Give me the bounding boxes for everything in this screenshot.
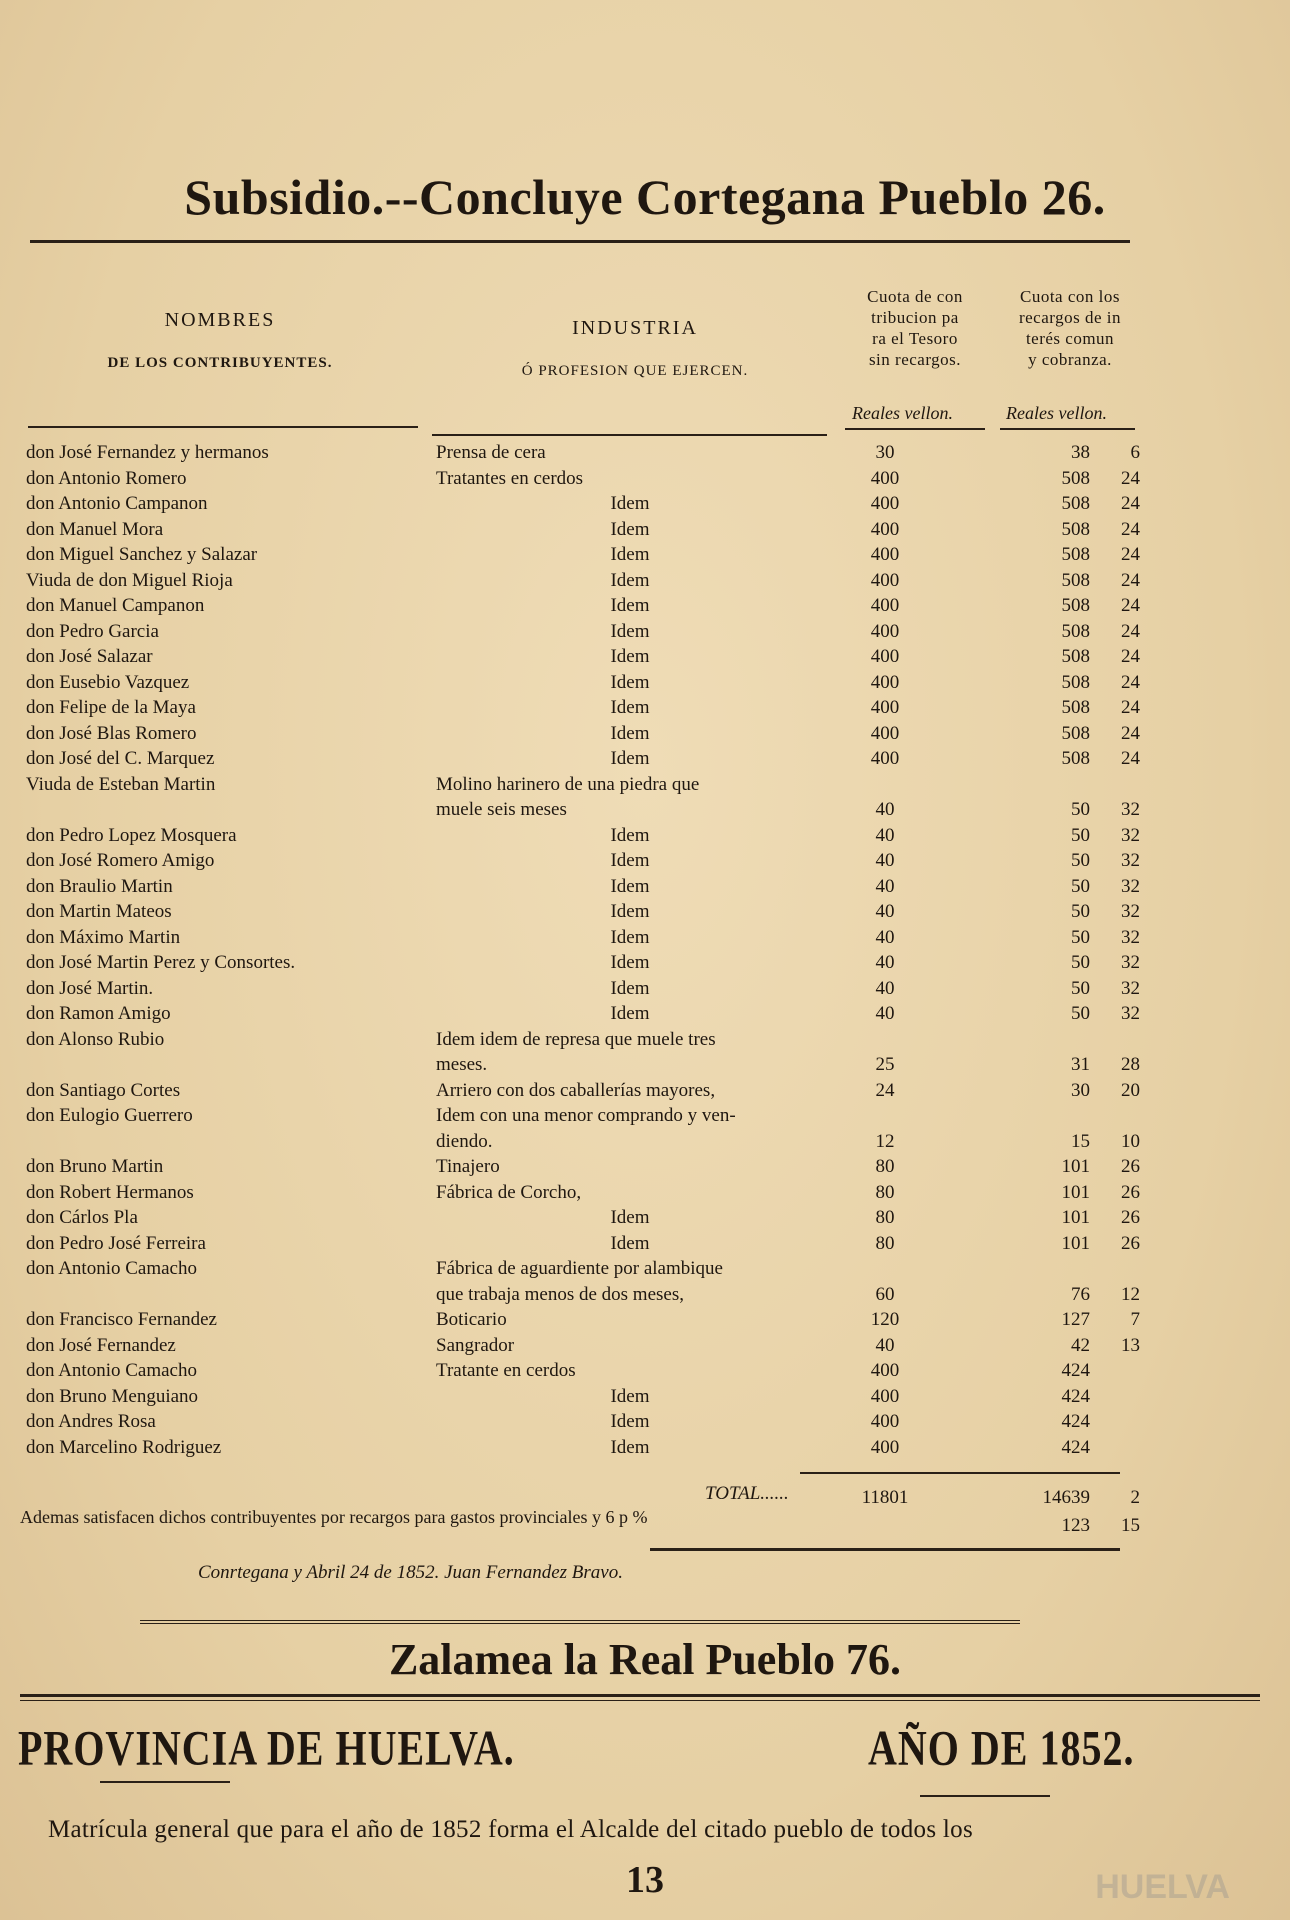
contributor-name: Viuda de Esteban Martin: [26, 773, 216, 795]
industry-cell: Fábrica de aguardiente por alambique: [436, 1258, 723, 1279]
quota-base-cell: 120: [870, 1309, 900, 1330]
ademas-rule: [650, 1548, 1120, 1551]
quota-surcharge-fraction-cell: 32: [1121, 850, 1140, 871]
quota-base-cell: 80: [875, 1207, 895, 1228]
total-rule: [800, 1472, 1120, 1474]
industry-cell: Idem: [610, 1207, 650, 1228]
table-row: [0, 772, 1290, 797]
industry-cell: Idem: [610, 518, 650, 540]
table-row: [0, 1103, 1290, 1128]
industry-cell: Idem: [610, 952, 650, 973]
quota-surcharge-cell: 50: [1071, 952, 1090, 973]
contributor-name: don José Romero Amigo: [26, 850, 215, 871]
table-row: [0, 670, 1290, 695]
total-q1: 14639: [1042, 1487, 1090, 1508]
header-rule: [1000, 428, 1135, 430]
table-row: [0, 848, 1290, 873]
quota-base-cell: 400: [870, 697, 900, 718]
quota-surcharge-cell: 38: [1071, 442, 1090, 463]
contributor-name: don Bruno Martin: [26, 1156, 164, 1177]
quota-base-cell: 40: [875, 824, 895, 846]
quota-surcharge-cell: 508: [1061, 595, 1090, 616]
watermark-text: HUELVA: [1095, 1868, 1230, 1906]
header-quota-surcharge-line: Cuota con los: [1020, 287, 1120, 306]
quota-surcharge-fraction-cell: 24: [1121, 646, 1140, 667]
industry-cell: Idem: [610, 850, 650, 871]
table-row: [0, 1078, 1290, 1103]
quota-base-cell: 80: [875, 1232, 895, 1254]
contributor-name: don Bruno Menguiano: [26, 1385, 199, 1407]
table-row: [0, 695, 1290, 720]
quota-surcharge-cell: 508: [1061, 620, 1090, 642]
table-row: [0, 1205, 1290, 1230]
signature-line: Conrtegana y Abril 24 de 1852. Juan Fernandez Bravo.: [198, 1562, 623, 1583]
industry-cell: Molino harinero de una piedra que: [436, 773, 700, 795]
year-heading: AÑO DE 1852.: [868, 1719, 1135, 1776]
quota-surcharge-cell: 31: [1071, 1054, 1090, 1075]
quota-surcharge-fraction-cell: 24: [1121, 620, 1140, 642]
industry-cell: Idem: [610, 977, 650, 999]
quota-surcharge-cell: 42: [1071, 1334, 1090, 1356]
header-industry-label: INDUSTRIA: [572, 317, 698, 339]
contributor-name: don Cárlos Pla: [26, 1207, 138, 1228]
header-rule: [845, 428, 985, 430]
quota-base-cell: 400: [870, 1385, 900, 1407]
province-ornament: [100, 1781, 230, 1783]
table-row: [0, 568, 1290, 593]
header-quota-base-line: ra el Tesoro: [872, 329, 958, 348]
contributor-name: don José Fernandez: [26, 1334, 176, 1356]
table-row: [0, 976, 1290, 1001]
page-number: 13: [626, 1859, 664, 1901]
contributor-name: don José Martin.: [26, 977, 154, 999]
industry-cell: Idem: [610, 722, 650, 744]
table-row: [0, 1333, 1290, 1358]
quota-surcharge-cell: 508: [1061, 722, 1090, 744]
quota-surcharge-fraction-cell: 24: [1121, 467, 1140, 489]
quota-surcharge-cell: 508: [1061, 493, 1090, 514]
table-row: [0, 491, 1290, 516]
industry-cell: Prensa de cera: [436, 442, 546, 463]
unit-base: Reales vellon.: [852, 403, 953, 423]
header-industry-sub: Ó PROFESION QUE EJERCEN.: [521, 363, 749, 379]
quota-base-cell: 40: [875, 977, 895, 999]
quota-base-cell: 400: [870, 646, 900, 667]
quota-surcharge-fraction-cell: 26: [1121, 1156, 1140, 1177]
quota-surcharge-cell: 424: [1061, 1360, 1090, 1381]
contributor-name: don Pedro Lopez Mosquera: [26, 824, 237, 846]
quota-base-cell: 40: [875, 1003, 895, 1024]
header-quota-surcharge: [1000, 286, 1140, 370]
quota-surcharge-fraction-cell: 28: [1121, 1054, 1140, 1075]
industry-cell: Idem: [610, 493, 650, 514]
quota-surcharge-cell: 508: [1061, 671, 1090, 693]
quota-base-cell: 400: [870, 493, 900, 514]
table-row: [0, 1154, 1290, 1179]
quota-surcharge-cell: 30: [1071, 1079, 1090, 1101]
title-rule: [30, 240, 1130, 243]
quota-base-cell: 400: [870, 518, 900, 540]
quota-base-cell: 400: [870, 569, 900, 591]
quota-surcharge-cell: 15: [1071, 1130, 1090, 1152]
contributor-name: don Santiago Cortes: [26, 1079, 181, 1101]
province-heading: PROVINCIA DE HUELVA.: [18, 1719, 515, 1776]
contributor-name: don Eulogio Guerrero: [26, 1105, 193, 1126]
table-row: [0, 1307, 1290, 1332]
quota-base-cell: 40: [875, 875, 895, 897]
industry-cell: Idem: [610, 620, 650, 642]
quota-surcharge-cell: 101: [1061, 1232, 1090, 1254]
industry-cell: Idem: [610, 646, 650, 667]
contributor-name: don Manuel Mora: [26, 518, 164, 540]
quota-surcharge-fraction-cell: 6: [1130, 442, 1140, 463]
quota-surcharge-fraction-cell: 24: [1121, 697, 1140, 718]
industry-cell: Fábrica de Corcho,: [436, 1181, 582, 1203]
table-row: [0, 644, 1290, 669]
quota-surcharge-cell: 508: [1061, 646, 1090, 667]
quota-base-cell: 80: [875, 1181, 895, 1203]
quota-surcharge-cell: 101: [1061, 1156, 1090, 1177]
quota-surcharge-fraction-cell: 26: [1121, 1207, 1140, 1228]
table-row: [0, 746, 1290, 771]
table-row: [0, 1027, 1290, 1052]
table-row: [0, 823, 1290, 848]
contributor-name: don José Martin Perez y Consortes.: [26, 952, 296, 973]
contributor-name: don Antonio Campanon: [26, 493, 208, 514]
quota-base-cell: 12: [875, 1130, 895, 1152]
header-quota-base-line: Cuota de con: [867, 287, 963, 306]
table-row: [0, 1282, 1290, 1307]
header-rule: [432, 434, 827, 436]
industry-cell: Idem: [610, 748, 650, 769]
quota-base-cell: 400: [870, 1436, 900, 1458]
quota-base-cell: 24: [875, 1079, 895, 1101]
quota-base-cell: 30: [875, 442, 895, 463]
quota-surcharge-cell: 50: [1071, 977, 1090, 999]
quota-surcharge-fraction-cell: 32: [1121, 1003, 1140, 1024]
table-row: [0, 721, 1290, 746]
quota-surcharge-cell: 101: [1061, 1207, 1090, 1228]
quota-base-cell: 400: [870, 620, 900, 642]
quota-surcharge-cell: 101: [1061, 1181, 1090, 1203]
year-ornament: [920, 1795, 1050, 1797]
quota-surcharge-fraction-cell: 24: [1121, 569, 1140, 591]
quota-surcharge-fraction-cell: 32: [1121, 824, 1140, 846]
quota-base-cell: 400: [870, 722, 900, 744]
section-title: Zalamea la Real Pueblo 76.: [388, 1635, 902, 1684]
contributor-name: don Antonio Camacho: [26, 1258, 197, 1279]
table-row: [0, 950, 1290, 975]
table-row: [0, 517, 1290, 542]
contributor-name: don Marcelino Rodriguez: [26, 1436, 222, 1458]
industry-cell: Idem: [610, 926, 650, 948]
quota-surcharge-cell: 508: [1061, 748, 1090, 769]
industry-cell: Idem: [610, 1003, 650, 1024]
quota-surcharge-cell: 508: [1061, 569, 1090, 591]
contributor-name: don Máximo Martin: [26, 926, 181, 948]
quota-surcharge-cell: 424: [1061, 1436, 1090, 1458]
ademas-q2: 15: [1121, 1515, 1140, 1536]
industry-cell: Tinajero: [436, 1156, 500, 1177]
quota-base-cell: 400: [870, 748, 900, 769]
quota-surcharge-fraction-cell: 32: [1121, 926, 1140, 948]
quota-surcharge-cell: 50: [1071, 799, 1090, 820]
page-title: Subsidio.--Concluye Cortegana Pueblo 26.: [184, 169, 1106, 225]
quota-base-cell: 400: [870, 1411, 900, 1432]
quota-surcharge-cell: 508: [1061, 518, 1090, 540]
ademas-q1: 123: [1061, 1515, 1090, 1536]
table-row: [0, 440, 1290, 465]
industry-cell: Idem idem de represa que muele tres: [436, 1028, 716, 1050]
header-quota-base-line: sin recargos.: [868, 350, 962, 369]
contributor-name: don Martin Mateos: [26, 901, 172, 922]
table-row: [0, 1256, 1290, 1281]
contributor-name: don José Blas Romero: [26, 722, 197, 744]
quota-surcharge-fraction-cell: 24: [1121, 722, 1140, 744]
contributor-name: don José del C. Marquez: [26, 748, 215, 769]
header-quota-surcharge-line: terés comun: [1025, 329, 1115, 348]
contributor-name: don Braulio Martin: [26, 875, 173, 897]
contributor-name: don Antonio Romero: [26, 467, 187, 489]
quota-surcharge-fraction-cell: 24: [1121, 595, 1140, 616]
header-industry: [450, 316, 820, 380]
quota-surcharge-fraction-cell: 20: [1121, 1079, 1140, 1101]
header-names: [40, 308, 400, 372]
quota-base-cell: 40: [875, 952, 895, 973]
quota-base-cell: 400: [870, 467, 900, 489]
quota-surcharge-fraction-cell: 7: [1130, 1309, 1140, 1330]
table-row: [0, 593, 1290, 618]
table-row: [0, 899, 1290, 924]
contributor-name: don Antonio Camacho: [26, 1360, 197, 1381]
contributor-name: don Pedro José Ferreira: [26, 1232, 206, 1254]
contributor-name: don Andres Rosa: [26, 1411, 156, 1432]
unit-surcharge: Reales vellon.: [1006, 403, 1107, 423]
quota-surcharge-fraction-cell: 24: [1121, 518, 1140, 540]
quota-surcharge-cell: 424: [1061, 1385, 1090, 1407]
quota-base-cell: 400: [870, 671, 900, 693]
header-rule: [28, 426, 418, 428]
quota-surcharge-cell: 76: [1071, 1283, 1090, 1305]
industry-cell: Idem: [610, 875, 650, 897]
quota-surcharge-fraction-cell: 32: [1121, 799, 1140, 820]
industry-cell: Idem con una menor comprando y ven-: [436, 1105, 736, 1126]
quota-base-cell: 25: [875, 1054, 895, 1075]
industry-cell: Idem: [610, 544, 650, 565]
ademas-text: Ademas satisfacen dichos contribuyentes por recargos para gastos provinciales y 6 p %: [20, 1507, 648, 1527]
contributor-name: Viuda de don Miguel Rioja: [26, 569, 233, 591]
contributor-name: don Ramon Amigo: [26, 1003, 171, 1024]
header-quota-base: [845, 286, 985, 370]
header-quota-base-line: tribucion pa: [871, 308, 959, 327]
table-row: [0, 797, 1290, 822]
table-row: [0, 619, 1290, 644]
quota-base-cell: 400: [870, 544, 900, 565]
separator-rule: [140, 1620, 1020, 1624]
contributor-name: don Francisco Fernandez: [26, 1309, 217, 1330]
quota-surcharge-fraction-cell: 26: [1121, 1181, 1140, 1203]
quota-surcharge-fraction-cell: 32: [1121, 952, 1140, 973]
quota-base-cell: 40: [875, 901, 895, 922]
quota-base-cell: 40: [875, 799, 895, 820]
quota-surcharge-fraction-cell: 13: [1121, 1334, 1140, 1356]
industry-cell: Boticario: [436, 1309, 507, 1330]
table-row: [0, 874, 1290, 899]
industry-cell: muele seis meses: [436, 799, 567, 820]
industry-cell: meses.: [436, 1054, 488, 1075]
table-row: [0, 1231, 1290, 1256]
industry-cell: diendo.: [436, 1130, 493, 1152]
header-names-sub: DE LOS CONTRIBUYENTES.: [107, 355, 333, 371]
quota-base-cell: 80: [875, 1156, 895, 1177]
quota-surcharge-cell: 508: [1061, 544, 1090, 565]
quota-base-cell: 40: [875, 850, 895, 871]
industry-cell: Arriero con dos caballerías mayores,: [436, 1079, 716, 1101]
quota-base-cell: 60: [875, 1283, 895, 1305]
table-row: [0, 1409, 1290, 1434]
industry-cell: Tratantes en cerdos: [436, 467, 584, 489]
table-row: [0, 1052, 1290, 1077]
quota-base-cell: 40: [875, 1334, 895, 1356]
quota-base-cell: 400: [870, 595, 900, 616]
table-row: [0, 1435, 1290, 1460]
industry-cell: que trabaja menos de dos meses,: [436, 1283, 684, 1305]
quota-base-cell: 40: [875, 926, 895, 948]
table-row: [0, 1358, 1290, 1383]
quota-surcharge-cell: 424: [1061, 1411, 1090, 1432]
quota-surcharge-cell: 508: [1061, 467, 1090, 489]
total-label: TOTAL......: [705, 1483, 789, 1504]
quota-surcharge-fraction-cell: 32: [1121, 875, 1140, 897]
industry-cell: Idem: [610, 1232, 650, 1254]
contributor-name: don Felipe de la Maya: [26, 697, 196, 718]
table-row: [0, 1180, 1290, 1205]
quota-surcharge-cell: 50: [1071, 926, 1090, 948]
quota-surcharge-cell: 50: [1071, 824, 1090, 846]
industry-cell: Idem: [610, 671, 650, 693]
table-row: [0, 466, 1290, 491]
section-rule: [20, 1694, 1260, 1697]
table-row: [0, 1129, 1290, 1154]
quota-surcharge-fraction-cell: 24: [1121, 544, 1140, 565]
industry-cell: Sangrador: [436, 1334, 515, 1356]
quota-surcharge-cell: 50: [1071, 901, 1090, 922]
quota-surcharge-fraction-cell: 10: [1121, 1130, 1140, 1152]
contributor-name: don José Fernandez y hermanos: [26, 442, 269, 463]
quota-base-cell: 400: [870, 1360, 900, 1381]
contributor-name: don Robert Hermanos: [26, 1181, 194, 1203]
industry-cell: Idem: [610, 569, 650, 591]
quota-surcharge-fraction-cell: 24: [1121, 748, 1140, 769]
quota-surcharge-cell: 50: [1071, 1003, 1090, 1024]
contributor-name: don Eusebio Vazquez: [26, 671, 190, 693]
table-row: [0, 1001, 1290, 1026]
quota-surcharge-cell: 508: [1061, 697, 1090, 718]
contributor-name: don Alonso Rubio: [26, 1028, 165, 1050]
quota-surcharge-cell: 50: [1071, 850, 1090, 871]
intro-text: Matrícula general que para el año de 1852 forma el Alcalde del citado pueblo de todos los: [48, 1816, 973, 1843]
quota-surcharge-fraction-cell: 24: [1121, 671, 1140, 693]
industry-cell: Idem: [610, 697, 650, 718]
industry-cell: Tratante en cerdos: [436, 1360, 576, 1381]
header-quota-surcharge-line: recargos de in: [1018, 308, 1122, 327]
contributor-name: don Pedro Garcia: [26, 620, 159, 642]
contributor-name: don Miguel Sanchez y Salazar: [26, 544, 258, 565]
table-row: [0, 542, 1290, 567]
industry-cell: Idem: [610, 1436, 650, 1458]
industry-cell: Idem: [610, 824, 650, 846]
section-rule: [20, 1700, 1260, 1701]
industry-cell: Idem: [610, 1411, 650, 1432]
table-row: [0, 925, 1290, 950]
quota-surcharge-fraction-cell: 24: [1121, 493, 1140, 514]
contributor-name: don José Salazar: [26, 646, 153, 667]
industry-cell: Idem: [610, 1385, 650, 1407]
quota-surcharge-fraction-cell: 32: [1121, 977, 1140, 999]
total-q2: 2: [1130, 1487, 1140, 1508]
quota-surcharge-cell: 127: [1061, 1309, 1090, 1330]
industry-cell: Idem: [610, 595, 650, 616]
industry-cell: Idem: [610, 901, 650, 922]
quota-surcharge-fraction-cell: 12: [1121, 1283, 1140, 1305]
table-row: [0, 1384, 1290, 1409]
quota-surcharge-fraction-cell: 26: [1121, 1232, 1140, 1254]
header-quota-surcharge-line: y cobranza.: [1028, 350, 1112, 369]
quota-surcharge-fraction-cell: 32: [1121, 901, 1140, 922]
total-base: 11801: [861, 1487, 909, 1508]
contributor-name: don Manuel Campanon: [26, 595, 205, 616]
quota-surcharge-cell: 50: [1071, 875, 1090, 897]
header-names-label: NOMBRES: [164, 309, 276, 331]
